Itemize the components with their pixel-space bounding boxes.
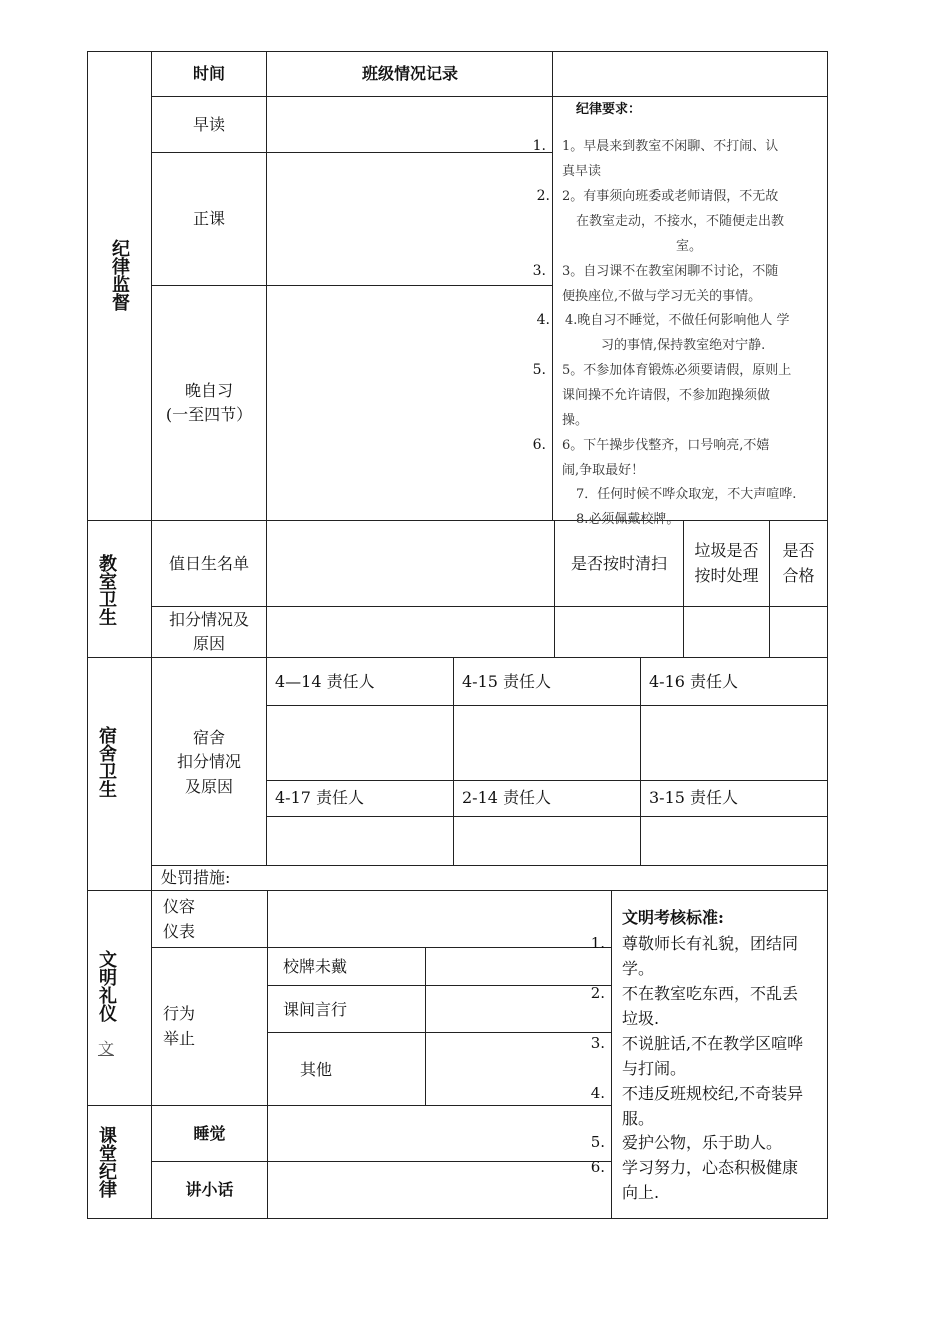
divider (266, 657, 267, 866)
divider (151, 152, 553, 153)
qualified-label-2: 合格 (782, 566, 815, 585)
divider (267, 1105, 268, 1219)
rule-text: 操。 (562, 413, 589, 428)
sleeping-label: 睡觉 (193, 1124, 226, 1143)
divider (87, 890, 828, 891)
divider (151, 947, 612, 948)
divider (87, 1105, 612, 1106)
divider (266, 780, 828, 781)
dorm-room-header: 4-15 责任人 (462, 672, 552, 691)
section-text: 宿舍卫生 (96, 726, 117, 798)
table-border-bottom (87, 1218, 828, 1219)
dorm-room-header: 4-17 责任人 (275, 788, 365, 807)
divider (266, 705, 828, 706)
appearance-label-2: 仪表 (163, 922, 196, 941)
appearance-label: 仪容 (163, 897, 196, 916)
rule-text: 4.晚自习不睡觉，不做任何影响他人 学 (565, 313, 790, 328)
behavior-label: 行为 (163, 1004, 196, 1023)
header-record: 班级情况记录 (361, 64, 458, 83)
section-class-discipline-label (94, 1112, 118, 1212)
divider (453, 657, 454, 866)
divider (87, 657, 828, 658)
break-conduct-label: 课间言行 (283, 1000, 348, 1019)
divider (266, 520, 267, 658)
divider (266, 51, 267, 521)
divider (267, 890, 268, 1105)
standard-text: 向上. (622, 1183, 660, 1202)
divider (267, 985, 612, 986)
rule-number: 5. (532, 362, 546, 378)
section-char: 纪律监督 (109, 239, 130, 311)
deduction-label: 扣分情况及 (168, 610, 249, 629)
section-classroom-hygiene-label (94, 540, 118, 640)
table-border-left (87, 51, 88, 1219)
duty-roster-label: 值日生名单 (168, 554, 249, 573)
civility-standards-title: 文明考核标准: (622, 908, 724, 927)
section-etiquette-label (94, 936, 118, 1061)
standard-number: 3. (590, 1034, 605, 1052)
rule-text: 1。早晨来到教室不闲聊、不打闹、认 (562, 139, 779, 154)
row-regular-class: 正课 (192, 209, 225, 228)
section-discipline-label (107, 225, 131, 325)
divider (151, 96, 828, 97)
row-morning-reading: 早读 (192, 115, 225, 134)
rule-text: 闹,争取最好！ (562, 463, 645, 478)
divider (151, 285, 553, 286)
standard-number: 5. (590, 1133, 605, 1151)
row-evening-study: 晚自习 (184, 381, 233, 400)
trash-handled-label: 垃圾是否 (694, 541, 759, 560)
divider (425, 947, 426, 1106)
table-border-right (827, 51, 828, 1219)
rule-text: 习的事情,保持教室绝对宁静. (601, 338, 766, 353)
discipline-rules-title: 纪律要求： (576, 102, 642, 117)
divider (267, 1032, 612, 1033)
rule-text: 7．任何时候不哗众取宠，不大声喧哗. (576, 487, 797, 502)
dorm-deduction-label: 宿舍 (192, 728, 225, 747)
rule-number: 4. (536, 312, 550, 328)
qualified-label: 是否 (782, 541, 815, 560)
dorm-room-header: 2-14 责任人 (462, 788, 552, 807)
divider (151, 1161, 612, 1162)
standard-text: 与打闹。 (622, 1059, 687, 1078)
behavior-label-2: 举止 (163, 1029, 196, 1048)
divider (87, 520, 828, 521)
standard-number: 2. (590, 984, 605, 1002)
section-extra-char: 文 (97, 1039, 114, 1058)
rule-number: 1. (532, 138, 546, 154)
standard-text: 不违反班规校纪,不奇装异 (622, 1084, 804, 1103)
standard-text: 爱护公物，乐于助人。 (622, 1133, 783, 1152)
section-text: 文明礼仪 (96, 950, 117, 1022)
rule-text: 便换座位,不做与学习无关的事情。 (562, 289, 762, 304)
dorm-room-header: 4-16 责任人 (649, 672, 739, 691)
header-time: 时间 (192, 64, 225, 83)
row-evening-study-sub: (一至四节） (165, 405, 253, 424)
divider (554, 520, 555, 658)
table-border-top (87, 51, 828, 52)
rule-text: 6。下午操步伐整齐，口号响亮,不嬉 (562, 438, 770, 453)
rule-text: 2。有事须向班委或老师请假，不无故 (562, 189, 779, 204)
deduction-label-2: 原因 (192, 634, 225, 653)
standard-number: 4. (590, 1084, 605, 1102)
standard-text: 垃圾. (622, 1009, 660, 1028)
standard-text: 尊敬师长有礼貌，团结同 (622, 934, 799, 953)
dorm-room-header: 3-15 责任人 (649, 788, 739, 807)
dorm-room-header: 4—14 责任人 (275, 672, 375, 691)
standard-text: 不在教室吃东西，不乱丢 (622, 984, 799, 1003)
divider (151, 865, 828, 866)
divider (151, 606, 828, 607)
standard-text: 学。 (622, 959, 655, 978)
rule-text: 5。不参加体育锻炼必须要请假，原则上 (562, 363, 792, 378)
section-text: 课堂纪律 (96, 1126, 117, 1198)
standard-text: 不说脏话,不在教学区喧哗 (622, 1034, 804, 1053)
clean-on-time-label: 是否按时清扫 (570, 554, 667, 573)
rule-text: 8.必须佩戴校牌。 (576, 512, 680, 527)
divider (552, 51, 553, 521)
trash-handled-label-2: 按时处理 (694, 566, 759, 585)
rule-number: 2. (536, 188, 550, 204)
talking-label: 讲小话 (185, 1180, 234, 1199)
rule-text: 室。 (676, 239, 703, 254)
section-text: 教室卫生 (96, 554, 117, 626)
section-dorm-hygiene-label (94, 712, 118, 812)
divider (266, 816, 828, 817)
no-badge-label: 校牌未戴 (283, 957, 348, 976)
standard-number: 6. (590, 1158, 605, 1176)
rule-text: 课间操不允许请假，不参加跑操须做 (562, 388, 771, 403)
rule-number: 6. (532, 437, 546, 453)
dorm-deduction-label-3: 及原因 (184, 777, 233, 796)
dorm-deduction-label-2: 扣分情况 (176, 752, 241, 771)
divider (640, 657, 641, 866)
other-label: 其他 (300, 1060, 333, 1079)
rule-text: 真早读 (562, 164, 602, 179)
standard-number: 1. (590, 934, 605, 952)
rule-text: 在教室走动，不接水，不随便走出教 (576, 214, 785, 229)
standard-text: 学习努力，心态积极健康 (622, 1158, 799, 1177)
penalty-label: 处罚措施: (161, 868, 231, 887)
rule-number: 3. (532, 263, 546, 279)
standard-text: 服。 (622, 1109, 655, 1128)
rule-text: 3。自习课不在教室闲聊不讨论，不随 (562, 264, 779, 279)
divider (611, 890, 612, 1219)
